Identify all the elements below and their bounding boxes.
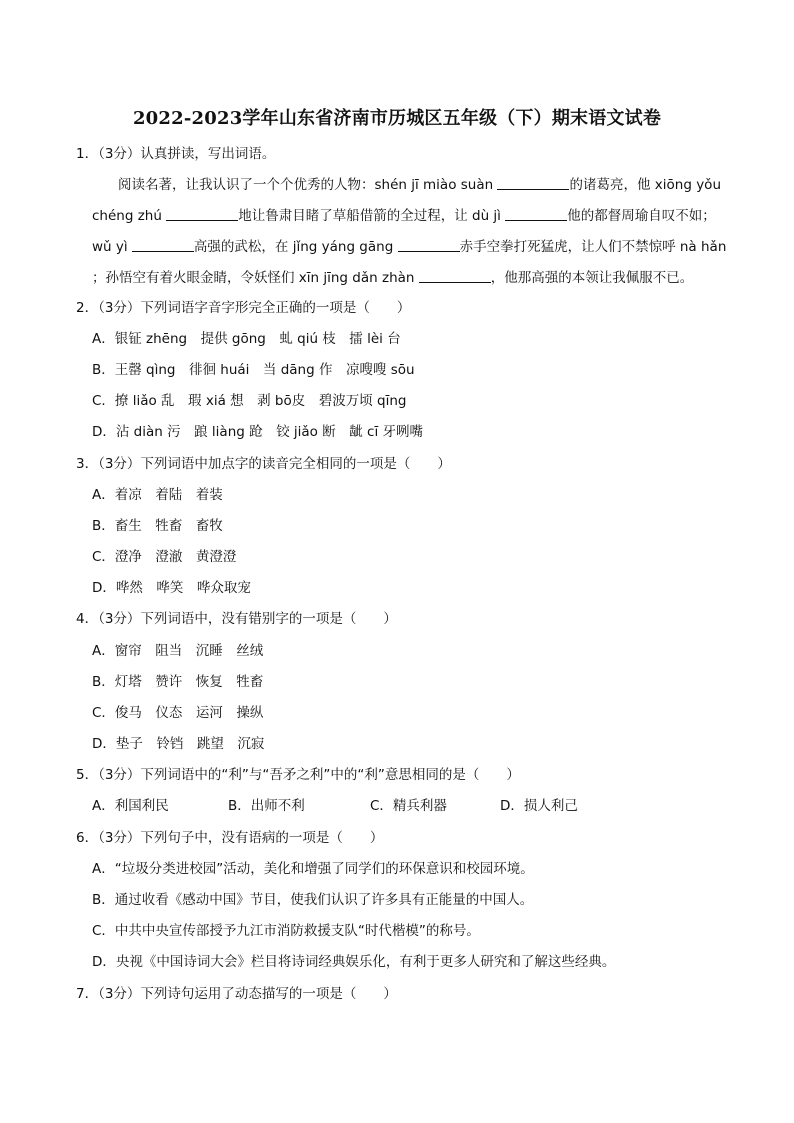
question-2-stem: 2．（3分）下列词语字音字形完全正确的一项是（ ） (76, 300, 411, 316)
question-2-option-c[interactable]: C．撩 liǎo 乱 瑕 xiá 想 剥 bō皮 碧波万顷 qīng (92, 393, 407, 409)
answer-blank[interactable] (419, 268, 491, 283)
question-3-option-d[interactable]: D．哗然 哗笑 哗众取宠 (92, 580, 251, 596)
question-4-stem: 4．（3分）下列词语中，没有错别字的一项是（ ） (76, 611, 397, 627)
question-2-option-d[interactable]: D．沾 diàn 污 踉 liàng 跄 铰 jiǎo 断 龇 cī 牙咧嘴 (92, 424, 423, 440)
question-1-line-1: 阅读名著，让我认识了一个个优秀的人物：shén jī miào suàn 的诸葛亮，他 xiōng yǒu (118, 177, 721, 193)
question-1-line-2: chéng zhú 地让鲁肃目睹了草船借箭的全过程，让 dù jì 他的都督周瑜自叹不如； (92, 208, 716, 224)
question-5-option-b[interactable]: B．出师不利 (228, 798, 305, 814)
question-6-option-d[interactable]: D．央视《中国诗词大会》栏目将诗词经典娱乐化，有利于更多人研究和了解这些经典。 (92, 954, 616, 970)
question-4-option-d[interactable]: D．垫子 铃铛 跳望 沉寂 (92, 736, 265, 752)
question-5-option-d[interactable]: D．损人利己 (500, 798, 578, 814)
question-5-option-c[interactable]: C．精兵利器 (370, 798, 447, 814)
question-5-stem: 5．（3分）下列词语中的“利”与“吾矛之利”中的“利”意思相同的是（ ） (76, 767, 520, 783)
answer-blank[interactable] (505, 206, 567, 221)
question-6-option-a[interactable]: A．“垃圾分类进校园”活动，美化和增强了同学们的环保意识和校园环境。 (92, 861, 534, 877)
answer-blank[interactable] (497, 175, 569, 190)
question-2-option-a[interactable]: A．银钲 zhēng 提供 gōng 虬 qiú 枝 擂 lèi 台 (92, 331, 401, 347)
answer-blank[interactable] (398, 237, 460, 252)
question-4-option-b[interactable]: B．灯塔 赞许 恢复 牲畜 (92, 674, 264, 690)
question-4-option-c[interactable]: C．俊马 仪态 运河 操纵 (92, 705, 264, 721)
answer-blank[interactable] (132, 237, 194, 252)
question-3-stem: 3．（3分）下列词语中加点字的读音完全相同的一项是（ ） (76, 456, 451, 472)
answer-blank[interactable] (166, 206, 238, 221)
question-7-stem: 7．（3分）下列诗句运用了动态描写的一项是（ ） (76, 986, 397, 1002)
question-2-option-b[interactable]: B．王罄 qìng 徘徊 huái 当 dāng 作 凉嗖嗖 sōu (92, 362, 415, 378)
page-title: 2022-2023学年山东省济南市历城区五年级（下）期末语文试卷 (132, 108, 662, 129)
question-1-line-4: ；孙悟空有着火眼金睛，令妖怪们 xīn jīng dǎn zhàn ，他那高强的本领让我佩服不已。 (92, 270, 694, 286)
question-6-option-b[interactable]: B．通过收看《感动中国》节目，使我们认识了许多具有正能量的中国人。 (92, 892, 534, 908)
question-1-stem: 1．（3分）认真拼读，写出词语。 (76, 146, 276, 162)
question-6-stem: 6．（3分）下列句子中，没有语病的一项是（ ） (76, 830, 384, 846)
question-5-option-a[interactable]: A．利国利民 (92, 798, 169, 814)
question-1-line-3: wǔ yì 高强的武松，在 jǐng yáng gāng 赤手空拳打死猛虎，让人们不禁惊呼 nà hǎn (92, 239, 727, 255)
question-3-option-b[interactable]: B．畜生 牲畜 畜牧 (92, 518, 223, 534)
question-3-option-a[interactable]: A．着凉 着陆 着装 (92, 487, 223, 503)
question-6-option-c[interactable]: C．中共中央宣传部授予九江市消防救援支队“时代楷模”的称号。 (92, 923, 480, 939)
question-4-option-a[interactable]: A．窗帘 阻当 沉睡 丝绒 (92, 643, 264, 659)
question-3-option-c[interactable]: C．澄净 澄澈 黄澄澄 (92, 549, 237, 565)
